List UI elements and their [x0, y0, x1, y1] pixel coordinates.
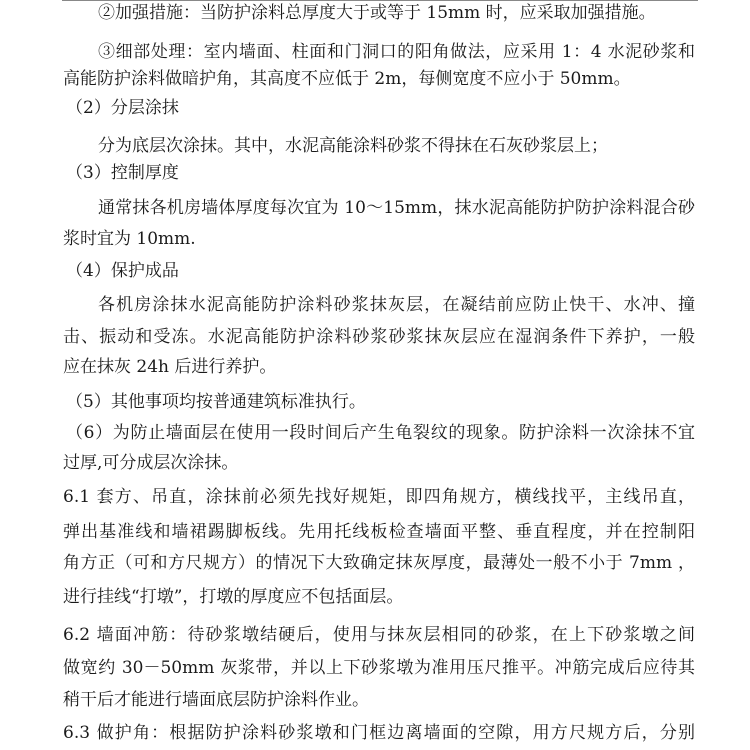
paragraph-line: ③细部处理：室内墙面、柱面和门洞口的阳角做法，应采用 1：4 水泥砂浆和 — [98, 42, 695, 62]
paragraph-line: 6.1 套方、吊直，涂抹前必须先找好规矩，即四角规方，横线找平，主线吊直， — [63, 487, 695, 507]
paragraph-line: 6.3 做护角：根据防护涂料砂浆墩和门框边离墙面的空隙，用方尺规方后，分别 — [63, 723, 695, 743]
paragraph-line: 角方正（可和方尺规方）的情况下大致确定抹灰厚度，最薄处一般不小于 7mm ， — [63, 553, 695, 573]
paragraph-line: 各机房涂抹水泥高能防护涂料砂浆抹灰层，在凝结前应防止快干、水冲、撞 — [98, 295, 695, 315]
page-top-rule — [62, 0, 698, 1]
paragraph-line: 击、振动和受冻。水泥高能防护涂料砂浆砂浆抹灰层应在湿润条件下养护，一般 — [63, 327, 695, 347]
section-heading: （5）其他事项均按普通建筑标准执行。 — [66, 392, 366, 412]
paragraph-line: 稍干后才能进行墙面底层防护涂料作业。 — [63, 690, 369, 710]
paragraph-line: 分为底层次涂抹。其中，水泥高能涂料砂浆不得抹在石灰砂浆层上； — [98, 136, 608, 156]
paragraph-line: 6.2 墙面冲筋：待砂浆墩结硬后，使用与抹灰层相同的砂浆，在上下砂浆墩之间 — [63, 625, 695, 645]
paragraph-line: 高能防护涂料做暗护角，其高度不应低于 2m，每侧宽度不应小于 50mm。 — [63, 69, 631, 89]
paragraph-line: 通常抹各机房墙体厚度每次宜为 10～15mm，抹水泥高能防护防护涂料混合砂 — [98, 198, 695, 218]
paragraph-line: 过厚,可分成层次涂抹。 — [63, 453, 239, 473]
paragraph-line: 浆时宜为 10mm. — [63, 229, 196, 249]
section-heading: （4）保护成品 — [66, 261, 179, 281]
paragraph-line: 做宽约 30－50mm 灰浆带，并以上下砂浆墩为准用压尺推平。冲筋完成后应待其 — [63, 658, 695, 678]
paragraph-line: ②加强措施：当防护涂料总厚度大于或等于 15mm 时，应采取加强措施。 — [98, 3, 656, 23]
paragraph-line: 弹出基准线和墙裙踢脚板线。先用托线板检查墙面平整、垂直程度，并在控制阳 — [63, 522, 695, 542]
paragraph-line: 应在抹灰 24h 后进行养护。 — [63, 357, 277, 377]
section-heading: （2）分层涂抹 — [66, 98, 179, 118]
section-heading: （3）控制厚度 — [66, 163, 179, 183]
paragraph-line: （6）为防止墙面层在使用一段时间后产生龟裂纹的现象。防护涂料一次涂抹不宜 — [66, 423, 695, 443]
paragraph-line: 进行挂线“打墩”，打墩的厚度应不包括面层。 — [63, 587, 404, 607]
